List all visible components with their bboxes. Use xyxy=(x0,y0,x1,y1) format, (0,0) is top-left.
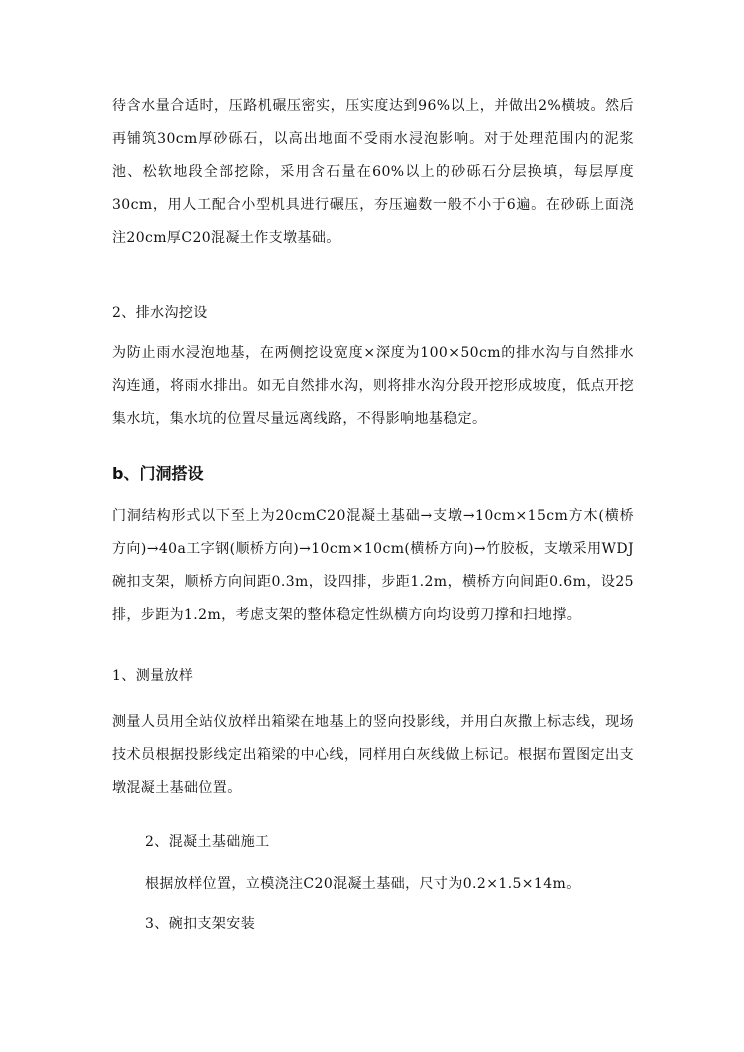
section-title-survey-setout: 1、测量放样 xyxy=(112,668,194,684)
paragraph-drainage-ditch: 为防止雨水浸泡地基，在两侧挖设宽度×深度为100×50cm的排水沟与自然排水沟连通，将雨水排出。如无自然排水沟，则将排水沟分段开挖形成坡度，低点开挖集水坑，集水坑的位置尽量远离线路，不得影响地基稳定。 xyxy=(112,345,634,427)
paragraph-survey-setout: 测量人员用全站仪放样出箱梁在地基上的竖向投影线，并用白灰撒上标志线，现场技术员根据投影线定出箱梁的中心线，同样用白灰线做上标记。根据布置图定出支墩混凝土基础位置。 xyxy=(112,714,634,796)
section-title-concrete-foundation: 2、混凝土基础施工 xyxy=(145,834,270,850)
paragraph-door-structure: 门洞结构形式以下至上为20cmC20混凝土基础→支墩→10cm×15cm方木(横桥方向)→40a工字钢(顺桥方向)→10cm×10cm(横桥方向)→竹胶板，支墩采用WDJ碗扣支架，顺桥方向间距0.3m，设四排，步距1.2m，横桥方向间距0.6m，设25排，步距为1.2m，考虑支架的整体稳定性纵横方向均设剪刀撑和扫地撑。 xyxy=(112,508,634,623)
section-title-drainage-ditch: 2、排水沟挖设 xyxy=(112,305,208,321)
section-heading-door-opening: b、门洞搭设 xyxy=(112,464,204,483)
paragraph-foundation-compaction: 待含水量合适时，压路机碾压密实，压实度达到96%以上，并做出2%横坡。然后再铺筑30cm厚砂砾石，以高出地面不受雨水浸泡影响。对于处理范围内的泥浆池、松软地段全部挖除，采用含石量在60%以上的砂砾石分层换填，每层厚度30cm，用人工配合小型机具进行碾压，夯压遍数一般不小于6遍。在砂砾上面浇注20cm厚C20混凝土作支墩基础。 xyxy=(112,98,634,246)
section-title-bowl-buckle-support: 3、碗扣支架安装 xyxy=(145,916,256,932)
paragraph-concrete-foundation: 根据放样位置，立模浇注C20混凝土基础，尺寸为0.2×1.5×14m。 xyxy=(145,876,581,892)
